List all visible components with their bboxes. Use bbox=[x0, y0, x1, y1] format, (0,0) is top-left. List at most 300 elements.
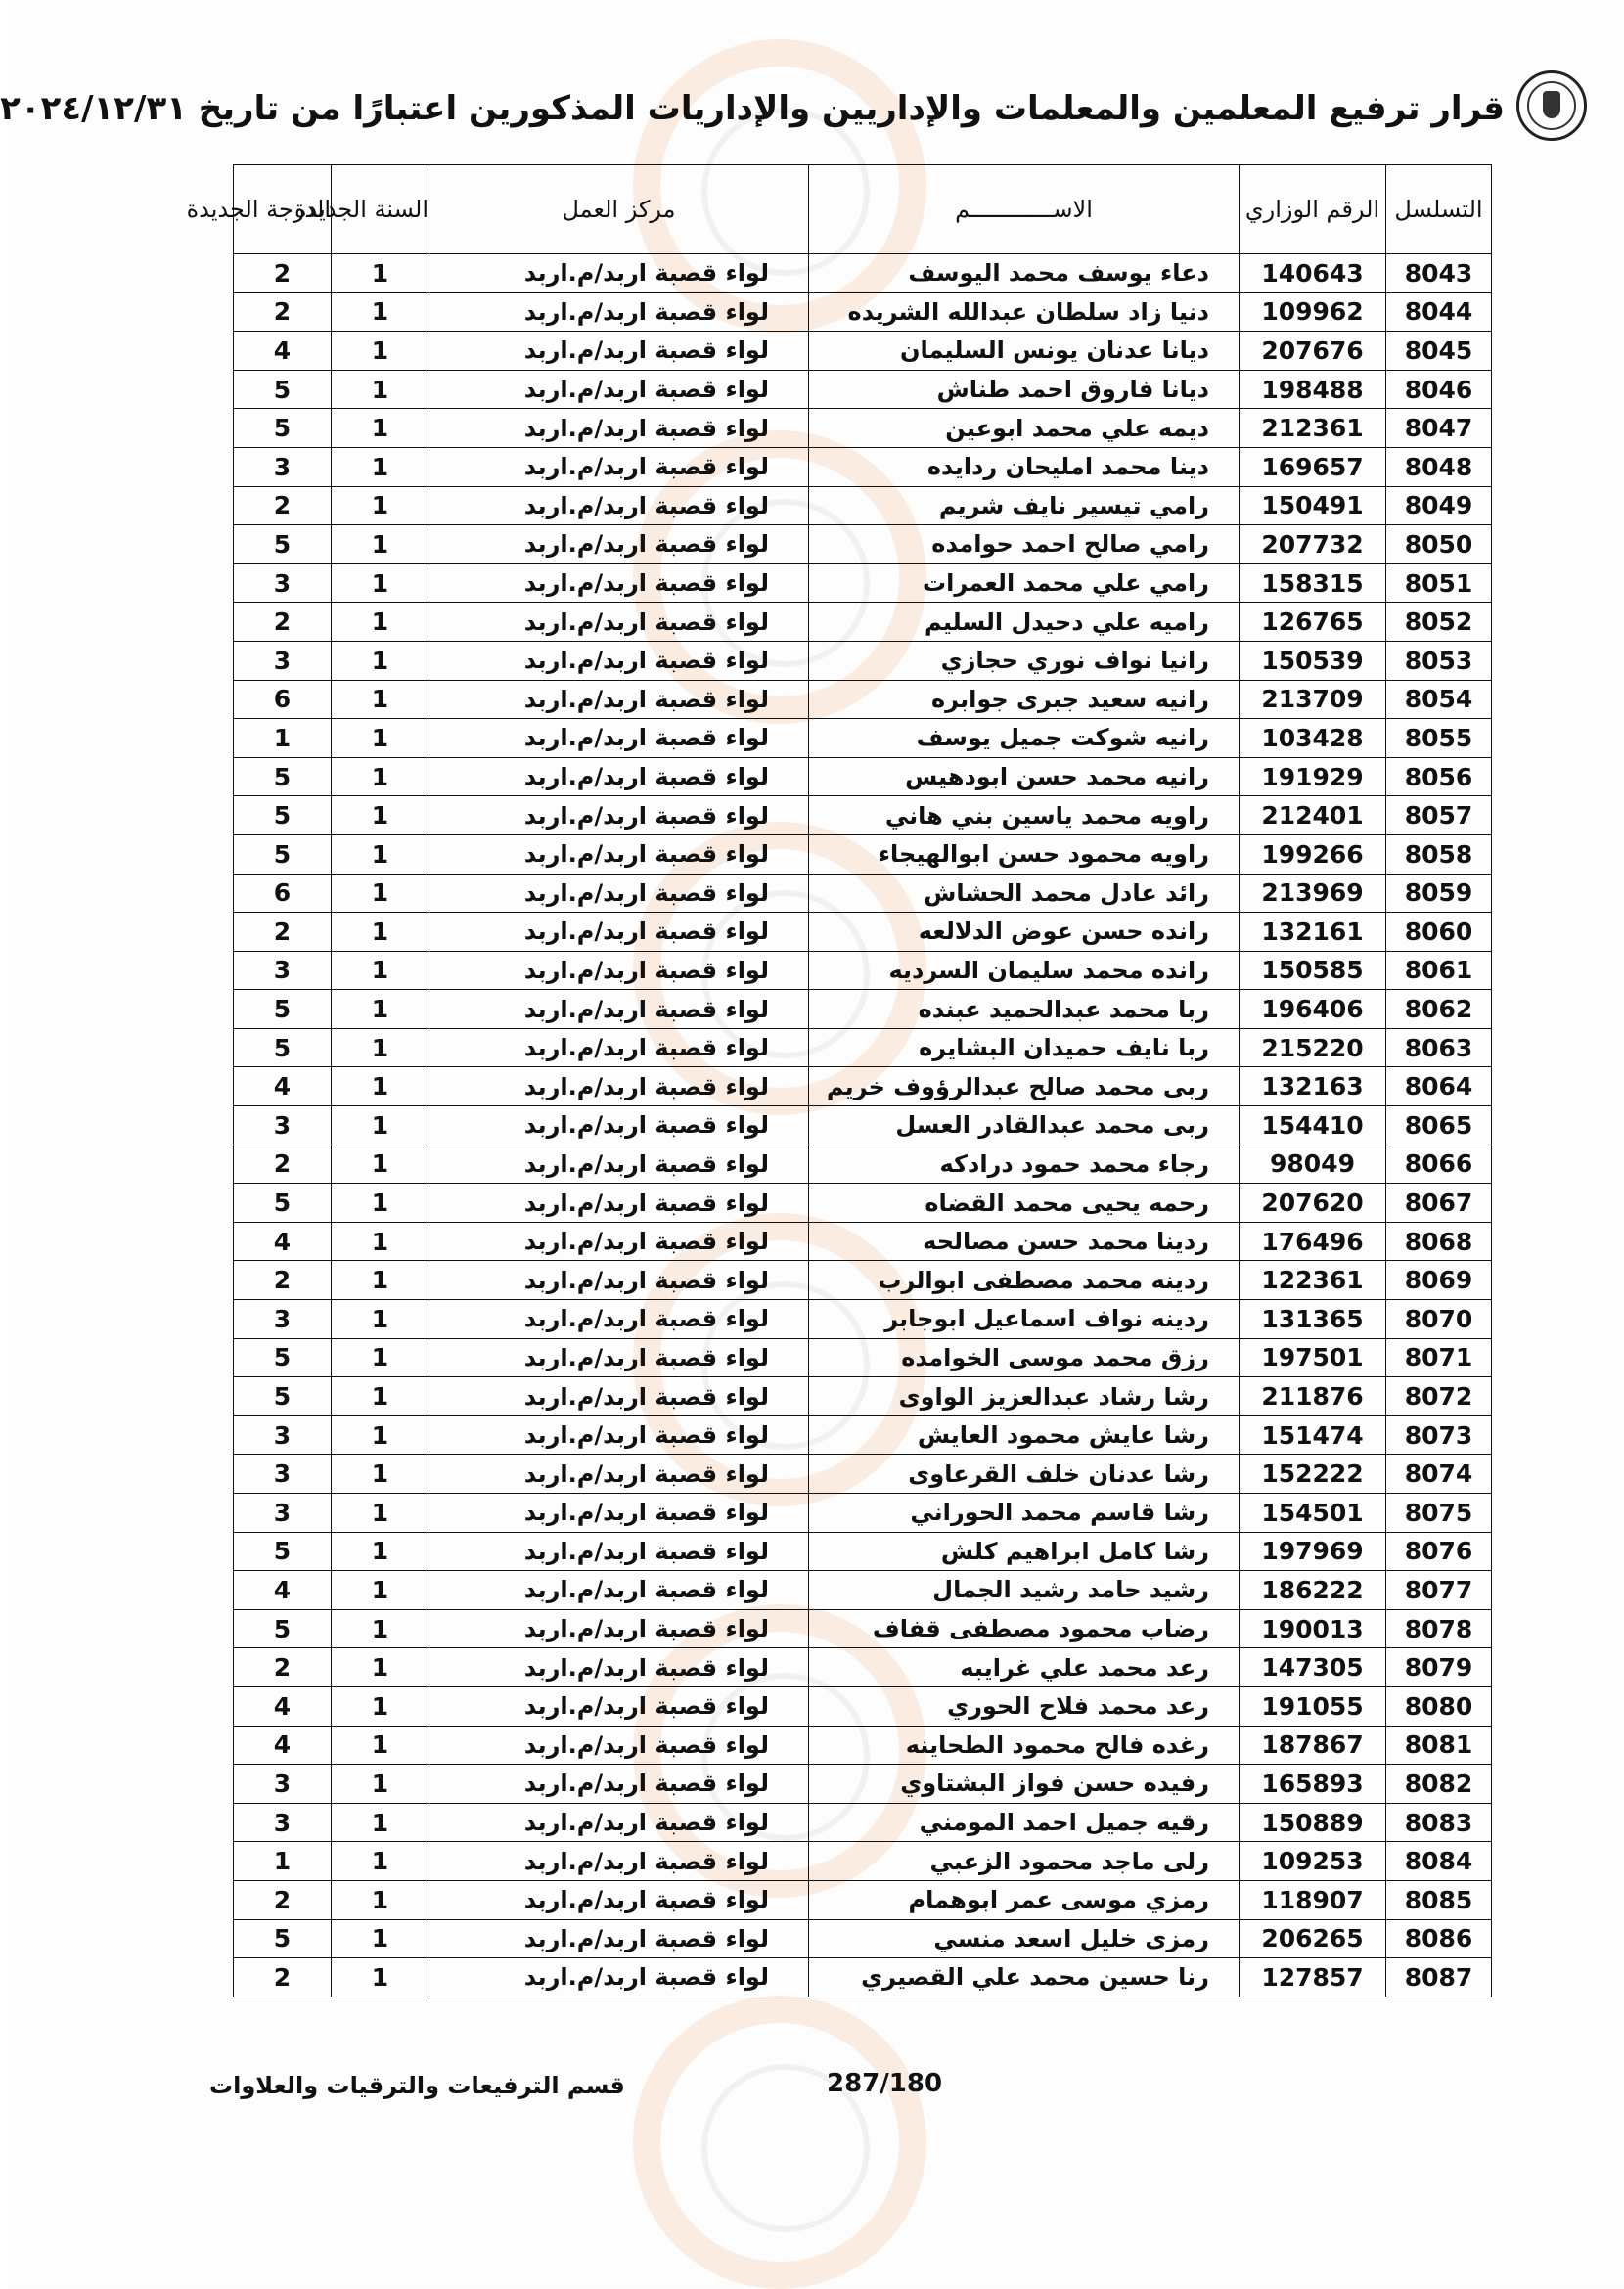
cell-work-center: لواء قصبة اربد/م.اربد bbox=[429, 757, 809, 796]
table-row bbox=[234, 1686, 1492, 1726]
cell-name: رانيه سعيد جبرى جوابره bbox=[809, 680, 1240, 719]
cell-new-degree: 3 bbox=[234, 1494, 332, 1533]
cell-ministry-no: 147305 bbox=[1240, 1648, 1386, 1687]
cell-seq: 8082 bbox=[1386, 1765, 1492, 1804]
table-row bbox=[234, 913, 1492, 952]
promotions-table-wrap bbox=[186, 164, 1492, 1997]
page-number: 287/180 bbox=[827, 2069, 943, 2098]
cell-new-degree: 1 bbox=[234, 1842, 332, 1881]
cell-work-center: لواء قصبة اربد/م.اربد bbox=[429, 913, 809, 952]
cell-work-center: لواء قصبة اربد/م.اربد bbox=[429, 1261, 809, 1300]
cell-ministry-no: 152222 bbox=[1240, 1455, 1386, 1494]
cell-work-center: لواء قصبة اربد/م.اربد bbox=[429, 486, 809, 525]
cell-name: رامي تيسير نايف شريم bbox=[809, 486, 1240, 525]
cell-new-degree: 2 bbox=[234, 1648, 332, 1687]
cell-name: ربى محمد عبدالقادر العسل bbox=[809, 1106, 1240, 1145]
cell-ministry-no: 197969 bbox=[1240, 1532, 1386, 1571]
cell-seq: 8061 bbox=[1386, 951, 1492, 990]
cell-ministry-no: 103428 bbox=[1240, 719, 1386, 758]
cell-work-center: لواء قصبة اربد/م.اربد bbox=[429, 1338, 809, 1377]
cell-work-center: لواء قصبة اربد/م.اربد bbox=[429, 834, 809, 874]
table-row bbox=[234, 796, 1492, 835]
cell-new-degree: 3 bbox=[234, 641, 332, 680]
cell-new-year: 1 bbox=[332, 563, 429, 603]
table-row bbox=[234, 563, 1492, 603]
cell-seq: 8055 bbox=[1386, 719, 1492, 758]
table-row bbox=[234, 641, 1492, 680]
cell-seq: 8064 bbox=[1386, 1067, 1492, 1106]
table-row bbox=[234, 680, 1492, 719]
cell-ministry-no: 187867 bbox=[1240, 1726, 1386, 1765]
cell-work-center: لواء قصبة اربد/م.اربد bbox=[429, 1571, 809, 1610]
cell-new-degree: 3 bbox=[234, 1765, 332, 1804]
table-row bbox=[234, 1532, 1492, 1571]
cell-new-year: 1 bbox=[332, 1609, 429, 1648]
cell-name: دنيا زاد سلطان عبدالله الشريده bbox=[809, 292, 1240, 332]
cell-name: راويه محمد ياسين بني هاني bbox=[809, 796, 1240, 835]
column-header-name: الاســــــــــــم bbox=[809, 165, 1240, 254]
column-header-seq: التسلسل bbox=[1386, 165, 1492, 254]
cell-seq: 8045 bbox=[1386, 332, 1492, 371]
table-row bbox=[234, 409, 1492, 448]
cell-new-degree: 2 bbox=[234, 913, 332, 952]
table-row bbox=[234, 951, 1492, 990]
cell-new-degree: 2 bbox=[234, 1958, 332, 1997]
cell-ministry-no: 165893 bbox=[1240, 1765, 1386, 1804]
table-row bbox=[234, 254, 1492, 293]
cell-name: راويه محمود حسن ابوالهيجاء bbox=[809, 834, 1240, 874]
cell-seq: 8070 bbox=[1386, 1300, 1492, 1339]
cell-name: رضاب محمود مصطفى قفاف bbox=[809, 1609, 1240, 1648]
cell-new-year: 1 bbox=[332, 1300, 429, 1339]
cell-name: ربى محمد صالح عبدالرؤوف خريم bbox=[809, 1067, 1240, 1106]
table-row bbox=[234, 1144, 1492, 1184]
cell-new-degree: 2 bbox=[234, 292, 332, 332]
cell-seq: 8087 bbox=[1386, 1958, 1492, 1997]
cell-work-center: لواء قصبة اربد/م.اربد bbox=[429, 1532, 809, 1571]
cell-name: ردينه نواف اسماعيل ابوجابر bbox=[809, 1300, 1240, 1339]
cell-new-year: 1 bbox=[332, 1028, 429, 1067]
cell-work-center: لواء قصبة اربد/م.اربد bbox=[429, 292, 809, 332]
cell-new-degree: 2 bbox=[234, 603, 332, 642]
table-row bbox=[234, 1958, 1492, 1997]
cell-work-center: لواء قصبة اربد/م.اربد bbox=[429, 1648, 809, 1687]
cell-new-year: 1 bbox=[332, 1919, 429, 1958]
cell-new-year: 1 bbox=[332, 1842, 429, 1881]
cell-ministry-no: 207620 bbox=[1240, 1184, 1386, 1223]
cell-seq: 8066 bbox=[1386, 1144, 1492, 1184]
cell-seq: 8085 bbox=[1386, 1880, 1492, 1919]
table-row bbox=[234, 1726, 1492, 1765]
cell-ministry-no: 150539 bbox=[1240, 641, 1386, 680]
cell-new-degree: 3 bbox=[234, 951, 332, 990]
cell-name: رامي علي محمد العمرات bbox=[809, 563, 1240, 603]
cell-ministry-no: 158315 bbox=[1240, 563, 1386, 603]
cell-new-year: 1 bbox=[332, 757, 429, 796]
table-row bbox=[234, 1184, 1492, 1223]
table-row bbox=[234, 1803, 1492, 1842]
table-row bbox=[234, 1067, 1492, 1106]
cell-new-year: 1 bbox=[332, 1571, 429, 1610]
table-row bbox=[234, 1494, 1492, 1533]
cell-seq: 8054 bbox=[1386, 680, 1492, 719]
column-header-work-center: مركز العمل bbox=[429, 165, 809, 254]
cell-seq: 8050 bbox=[1386, 525, 1492, 564]
cell-ministry-no: 109962 bbox=[1240, 292, 1386, 332]
cell-name: رانده محمد سليمان السرديه bbox=[809, 951, 1240, 990]
cell-new-year: 1 bbox=[332, 990, 429, 1029]
table-row bbox=[234, 1880, 1492, 1919]
cell-name: رفيده حسن فواز البشتاوي bbox=[809, 1765, 1240, 1804]
cell-seq: 8059 bbox=[1386, 874, 1492, 913]
cell-new-degree: 5 bbox=[234, 409, 332, 448]
table-row bbox=[234, 292, 1492, 332]
table-row bbox=[234, 1300, 1492, 1339]
table-row bbox=[234, 525, 1492, 564]
table-row bbox=[234, 1919, 1492, 1958]
cell-new-degree: 2 bbox=[234, 1261, 332, 1300]
cell-new-degree: 5 bbox=[234, 1028, 332, 1067]
cell-name: رانده حسن عوض الدلالعه bbox=[809, 913, 1240, 952]
cell-name: رائد عادل محمد الحشاش bbox=[809, 874, 1240, 913]
cell-ministry-no: 190013 bbox=[1240, 1609, 1386, 1648]
table-row bbox=[234, 1842, 1492, 1881]
cell-seq: 8068 bbox=[1386, 1222, 1492, 1261]
cell-ministry-no: 169657 bbox=[1240, 447, 1386, 486]
cell-work-center: لواء قصبة اربد/م.اربد bbox=[429, 1300, 809, 1339]
table-row bbox=[234, 1648, 1492, 1687]
cell-ministry-no: 154501 bbox=[1240, 1494, 1386, 1533]
cell-work-center: لواء قصبة اربد/م.اربد bbox=[429, 680, 809, 719]
cell-new-degree: 5 bbox=[234, 1919, 332, 1958]
cell-seq: 8079 bbox=[1386, 1648, 1492, 1687]
table-row bbox=[234, 1261, 1492, 1300]
cell-seq: 8071 bbox=[1386, 1338, 1492, 1377]
cell-name: رقيه جميل احمد المومني bbox=[809, 1803, 1240, 1842]
cell-name: رشا عايش محمود العايش bbox=[809, 1415, 1240, 1455]
cell-new-degree: 5 bbox=[234, 525, 332, 564]
cell-name: ديانا فاروق احمد طناش bbox=[809, 370, 1240, 409]
cell-seq: 8049 bbox=[1386, 486, 1492, 525]
cell-seq: 8081 bbox=[1386, 1726, 1492, 1765]
cell-new-degree: 5 bbox=[234, 796, 332, 835]
cell-seq: 8047 bbox=[1386, 409, 1492, 448]
cell-seq: 8072 bbox=[1386, 1377, 1492, 1416]
cell-work-center: لواء قصبة اربد/م.اربد bbox=[429, 796, 809, 835]
cell-seq: 8078 bbox=[1386, 1609, 1492, 1648]
cell-new-year: 1 bbox=[332, 951, 429, 990]
cell-name: رغده فالح محمود الطحاينه bbox=[809, 1726, 1240, 1765]
cell-new-year: 1 bbox=[332, 332, 429, 371]
cell-name: ديانا عدنان يونس السليمان bbox=[809, 332, 1240, 371]
watermark-emblem bbox=[633, 1996, 926, 2289]
cell-new-degree: 1 bbox=[234, 719, 332, 758]
cell-new-year: 1 bbox=[332, 1648, 429, 1687]
cell-seq: 8060 bbox=[1386, 913, 1492, 952]
cell-name: رمزى خليل اسعد منسي bbox=[809, 1919, 1240, 1958]
cell-new-degree: 4 bbox=[234, 1686, 332, 1726]
cell-ministry-no: 118907 bbox=[1240, 1880, 1386, 1919]
cell-work-center: لواء قصبة اربد/م.اربد bbox=[429, 447, 809, 486]
cell-work-center: لواء قصبة اربد/م.اربد bbox=[429, 1106, 809, 1145]
cell-new-degree: 5 bbox=[234, 990, 332, 1029]
cell-ministry-no: 132163 bbox=[1240, 1067, 1386, 1106]
cell-name: رانيه شوكت جميل يوسف bbox=[809, 719, 1240, 758]
cell-ministry-no: 207676 bbox=[1240, 332, 1386, 371]
cell-name: رمزي موسى عمر ابوهمام bbox=[809, 1880, 1240, 1919]
cell-work-center: لواء قصبة اربد/م.اربد bbox=[429, 1919, 809, 1958]
cell-seq: 8052 bbox=[1386, 603, 1492, 642]
cell-ministry-no: 199266 bbox=[1240, 834, 1386, 874]
cell-new-year: 1 bbox=[332, 409, 429, 448]
table-row bbox=[234, 332, 1492, 371]
cell-ministry-no: 150889 bbox=[1240, 1803, 1386, 1842]
cell-name: رنا حسين محمد علي القصيري bbox=[809, 1958, 1240, 1997]
cell-new-year: 1 bbox=[332, 913, 429, 952]
cell-new-year: 1 bbox=[332, 486, 429, 525]
cell-work-center: لواء قصبة اربد/م.اربد bbox=[429, 874, 809, 913]
cell-work-center: لواء قصبة اربد/م.اربد bbox=[429, 525, 809, 564]
cell-ministry-no: 126765 bbox=[1240, 603, 1386, 642]
cell-work-center: لواء قصبة اربد/م.اربد bbox=[429, 603, 809, 642]
cell-work-center: لواء قصبة اربد/م.اربد bbox=[429, 1803, 809, 1842]
ministry-logo-icon bbox=[1516, 70, 1587, 141]
table-row bbox=[234, 1415, 1492, 1455]
cell-work-center: لواء قصبة اربد/م.اربد bbox=[429, 1842, 809, 1881]
cell-work-center: لواء قصبة اربد/م.اربد bbox=[429, 719, 809, 758]
cell-ministry-no: 98049 bbox=[1240, 1144, 1386, 1184]
cell-seq: 8067 bbox=[1386, 1184, 1492, 1223]
table-row bbox=[234, 874, 1492, 913]
cell-new-degree: 5 bbox=[234, 1532, 332, 1571]
cell-new-degree: 5 bbox=[234, 1377, 332, 1416]
table-row bbox=[234, 1765, 1492, 1804]
column-header-ministry-no: الرقم الوزاري bbox=[1240, 165, 1386, 254]
cell-new-degree: 3 bbox=[234, 563, 332, 603]
cell-seq: 8056 bbox=[1386, 757, 1492, 796]
cell-name: رانيه محمد حسن ابودهيس bbox=[809, 757, 1240, 796]
cell-ministry-no: 212401 bbox=[1240, 796, 1386, 835]
cell-new-year: 1 bbox=[332, 1686, 429, 1726]
cell-seq: 8083 bbox=[1386, 1803, 1492, 1842]
cell-seq: 8048 bbox=[1386, 447, 1492, 486]
cell-ministry-no: 213969 bbox=[1240, 874, 1386, 913]
cell-seq: 8051 bbox=[1386, 563, 1492, 603]
cell-seq: 8043 bbox=[1386, 254, 1492, 293]
table-row bbox=[234, 1609, 1492, 1648]
cell-new-year: 1 bbox=[332, 603, 429, 642]
cell-new-degree: 6 bbox=[234, 680, 332, 719]
table-row bbox=[234, 1338, 1492, 1377]
cell-work-center: لواء قصبة اربد/م.اربد bbox=[429, 641, 809, 680]
cell-new-degree: 5 bbox=[234, 370, 332, 409]
cell-new-year: 1 bbox=[332, 1377, 429, 1416]
cell-name: رلى ماجد محمود الزعبي bbox=[809, 1842, 1240, 1881]
cell-work-center: لواء قصبة اربد/م.اربد bbox=[429, 1765, 809, 1804]
cell-name: ردينا محمد حسن مصالحه bbox=[809, 1222, 1240, 1261]
cell-seq: 8075 bbox=[1386, 1494, 1492, 1533]
cell-new-year: 1 bbox=[332, 1765, 429, 1804]
cell-new-degree: 3 bbox=[234, 1803, 332, 1842]
cell-new-year: 1 bbox=[332, 292, 429, 332]
cell-ministry-no: 215220 bbox=[1240, 1028, 1386, 1067]
cell-new-degree: 3 bbox=[234, 1415, 332, 1455]
cell-name: دعاء يوسف محمد اليوسف bbox=[809, 254, 1240, 293]
cell-name: راميه علي دحيدل السليم bbox=[809, 603, 1240, 642]
cell-seq: 8044 bbox=[1386, 292, 1492, 332]
cell-new-degree: 3 bbox=[234, 1300, 332, 1339]
cell-seq: 8074 bbox=[1386, 1455, 1492, 1494]
column-header-new-year: السنة الجديدة bbox=[332, 165, 429, 254]
cell-new-year: 1 bbox=[332, 1415, 429, 1455]
cell-name: رشا رشاد عبدالعزيز الواوى bbox=[809, 1377, 1240, 1416]
cell-ministry-no: 198488 bbox=[1240, 370, 1386, 409]
cell-work-center: لواء قصبة اربد/م.اربد bbox=[429, 1609, 809, 1648]
cell-name: ردينه محمد مصطفى ابوالرب bbox=[809, 1261, 1240, 1300]
cell-ministry-no: 207732 bbox=[1240, 525, 1386, 564]
cell-new-degree: 3 bbox=[234, 1455, 332, 1494]
cell-new-year: 1 bbox=[332, 447, 429, 486]
cell-new-degree: 2 bbox=[234, 1144, 332, 1184]
cell-seq: 8046 bbox=[1386, 370, 1492, 409]
cell-name: رشا عدنان خلف القرعاوى bbox=[809, 1455, 1240, 1494]
cell-seq: 8086 bbox=[1386, 1919, 1492, 1958]
table-row bbox=[234, 1455, 1492, 1494]
cell-new-year: 1 bbox=[332, 641, 429, 680]
cell-ministry-no: 191929 bbox=[1240, 757, 1386, 796]
cell-name: رشا قاسم محمد الحوراني bbox=[809, 1494, 1240, 1533]
cell-new-year: 1 bbox=[332, 796, 429, 835]
cell-name: رحمه يحيى محمد القضاه bbox=[809, 1184, 1240, 1223]
department-name: قسم الترفيعات والترقيات والعلاوات bbox=[209, 2072, 625, 2099]
cell-new-year: 1 bbox=[332, 1455, 429, 1494]
table-row bbox=[234, 370, 1492, 409]
cell-ministry-no: 150585 bbox=[1240, 951, 1386, 990]
cell-new-degree: 5 bbox=[234, 1609, 332, 1648]
cell-seq: 8080 bbox=[1386, 1686, 1492, 1726]
cell-seq: 8077 bbox=[1386, 1571, 1492, 1610]
cell-name: رعد محمد فلاح الحوري bbox=[809, 1686, 1240, 1726]
table-row bbox=[234, 1377, 1492, 1416]
cell-ministry-no: 154410 bbox=[1240, 1106, 1386, 1145]
table-header-row bbox=[234, 165, 1492, 254]
cell-work-center: لواء قصبة اربد/م.اربد bbox=[429, 1028, 809, 1067]
table-row bbox=[234, 834, 1492, 874]
cell-new-year: 1 bbox=[332, 1106, 429, 1145]
cell-work-center: لواء قصبة اربد/م.اربد bbox=[429, 409, 809, 448]
cell-seq: 8058 bbox=[1386, 834, 1492, 874]
cell-name: رعد محمد علي غرايبه bbox=[809, 1648, 1240, 1687]
cell-new-degree: 6 bbox=[234, 874, 332, 913]
cell-seq: 8073 bbox=[1386, 1415, 1492, 1455]
cell-new-year: 1 bbox=[332, 1184, 429, 1223]
cell-work-center: لواء قصبة اربد/م.اربد bbox=[429, 1494, 809, 1533]
cell-seq: 8057 bbox=[1386, 796, 1492, 835]
cell-work-center: لواء قصبة اربد/م.اربد bbox=[429, 254, 809, 293]
cell-name: ديمه علي محمد ابوعين bbox=[809, 409, 1240, 448]
table-row bbox=[234, 990, 1492, 1029]
cell-seq: 8063 bbox=[1386, 1028, 1492, 1067]
cell-ministry-no: 127857 bbox=[1240, 1958, 1386, 1997]
cell-work-center: لواء قصبة اربد/م.اربد bbox=[429, 332, 809, 371]
cell-ministry-no: 196406 bbox=[1240, 990, 1386, 1029]
table-row bbox=[234, 1106, 1492, 1145]
cell-name: رشا كامل ابراهيم كلش bbox=[809, 1532, 1240, 1571]
cell-ministry-no: 206265 bbox=[1240, 1919, 1386, 1958]
table-row bbox=[234, 719, 1492, 758]
cell-new-degree: 5 bbox=[234, 834, 332, 874]
cell-new-degree: 4 bbox=[234, 332, 332, 371]
table-row bbox=[234, 757, 1492, 796]
cell-seq: 8062 bbox=[1386, 990, 1492, 1029]
table-row bbox=[234, 447, 1492, 486]
cell-ministry-no: 197501 bbox=[1240, 1338, 1386, 1377]
cell-new-degree: 5 bbox=[234, 1184, 332, 1223]
cell-new-year: 1 bbox=[332, 525, 429, 564]
cell-name: رانيا نواف نوري حجازي bbox=[809, 641, 1240, 680]
cell-ministry-no: 212361 bbox=[1240, 409, 1386, 448]
table-row bbox=[234, 1571, 1492, 1610]
cell-ministry-no: 186222 bbox=[1240, 1571, 1386, 1610]
cell-new-year: 1 bbox=[332, 1222, 429, 1261]
cell-new-degree: 2 bbox=[234, 254, 332, 293]
cell-name: رجاء محمد حمود درادكه bbox=[809, 1144, 1240, 1184]
cell-new-year: 1 bbox=[332, 1261, 429, 1300]
cell-new-year: 1 bbox=[332, 1067, 429, 1106]
cell-new-year: 1 bbox=[332, 1532, 429, 1571]
column-header-new-degree: الدرجة الجديدة bbox=[234, 165, 332, 254]
cell-new-degree: 4 bbox=[234, 1726, 332, 1765]
cell-new-degree: 4 bbox=[234, 1222, 332, 1261]
cell-new-degree: 5 bbox=[234, 1338, 332, 1377]
cell-ministry-no: 213709 bbox=[1240, 680, 1386, 719]
cell-new-degree: 4 bbox=[234, 1067, 332, 1106]
cell-new-year: 1 bbox=[332, 1338, 429, 1377]
cell-work-center: لواء قصبة اربد/م.اربد bbox=[429, 1415, 809, 1455]
cell-new-year: 1 bbox=[332, 680, 429, 719]
cell-new-year: 1 bbox=[332, 1880, 429, 1919]
cell-ministry-no: 132161 bbox=[1240, 913, 1386, 952]
cell-new-year: 1 bbox=[332, 370, 429, 409]
cell-work-center: لواء قصبة اربد/م.اربد bbox=[429, 951, 809, 990]
cell-name: دينا محمد امليحان ردايده bbox=[809, 447, 1240, 486]
cell-new-year: 1 bbox=[332, 1494, 429, 1533]
cell-work-center: لواء قصبة اربد/م.اربد bbox=[429, 1880, 809, 1919]
promotions-table bbox=[186, 164, 1492, 1997]
cell-seq: 8065 bbox=[1386, 1106, 1492, 1145]
cell-ministry-no: 131365 bbox=[1240, 1300, 1386, 1339]
cell-work-center: لواء قصبة اربد/م.اربد bbox=[429, 1067, 809, 1106]
cell-new-year: 1 bbox=[332, 254, 429, 293]
cell-work-center: لواء قصبة اربد/م.اربد bbox=[429, 1726, 809, 1765]
table-row bbox=[234, 1028, 1492, 1067]
cell-new-degree: 2 bbox=[234, 1880, 332, 1919]
cell-new-year: 1 bbox=[332, 874, 429, 913]
cell-name: ربا محمد عبدالحميد عبنده bbox=[809, 990, 1240, 1029]
cell-new-degree: 5 bbox=[234, 757, 332, 796]
cell-seq: 8053 bbox=[1386, 641, 1492, 680]
cell-ministry-no: 140643 bbox=[1240, 254, 1386, 293]
cell-new-year: 1 bbox=[332, 1726, 429, 1765]
cell-ministry-no: 151474 bbox=[1240, 1415, 1386, 1455]
cell-seq: 8069 bbox=[1386, 1261, 1492, 1300]
cell-work-center: لواء قصبة اربد/م.اربد bbox=[429, 990, 809, 1029]
cell-new-degree: 2 bbox=[234, 486, 332, 525]
cell-name: رزق محمد موسى الخوامده bbox=[809, 1338, 1240, 1377]
page-title: قرار ترفيع المعلمين والمعلمات والإداريين والإداريات المذكورين اعتبارًا من تاريخ ٢٠٢٤/١٢/٣١ bbox=[0, 89, 1505, 128]
table-row bbox=[234, 603, 1492, 642]
cell-new-year: 1 bbox=[332, 1958, 429, 1997]
